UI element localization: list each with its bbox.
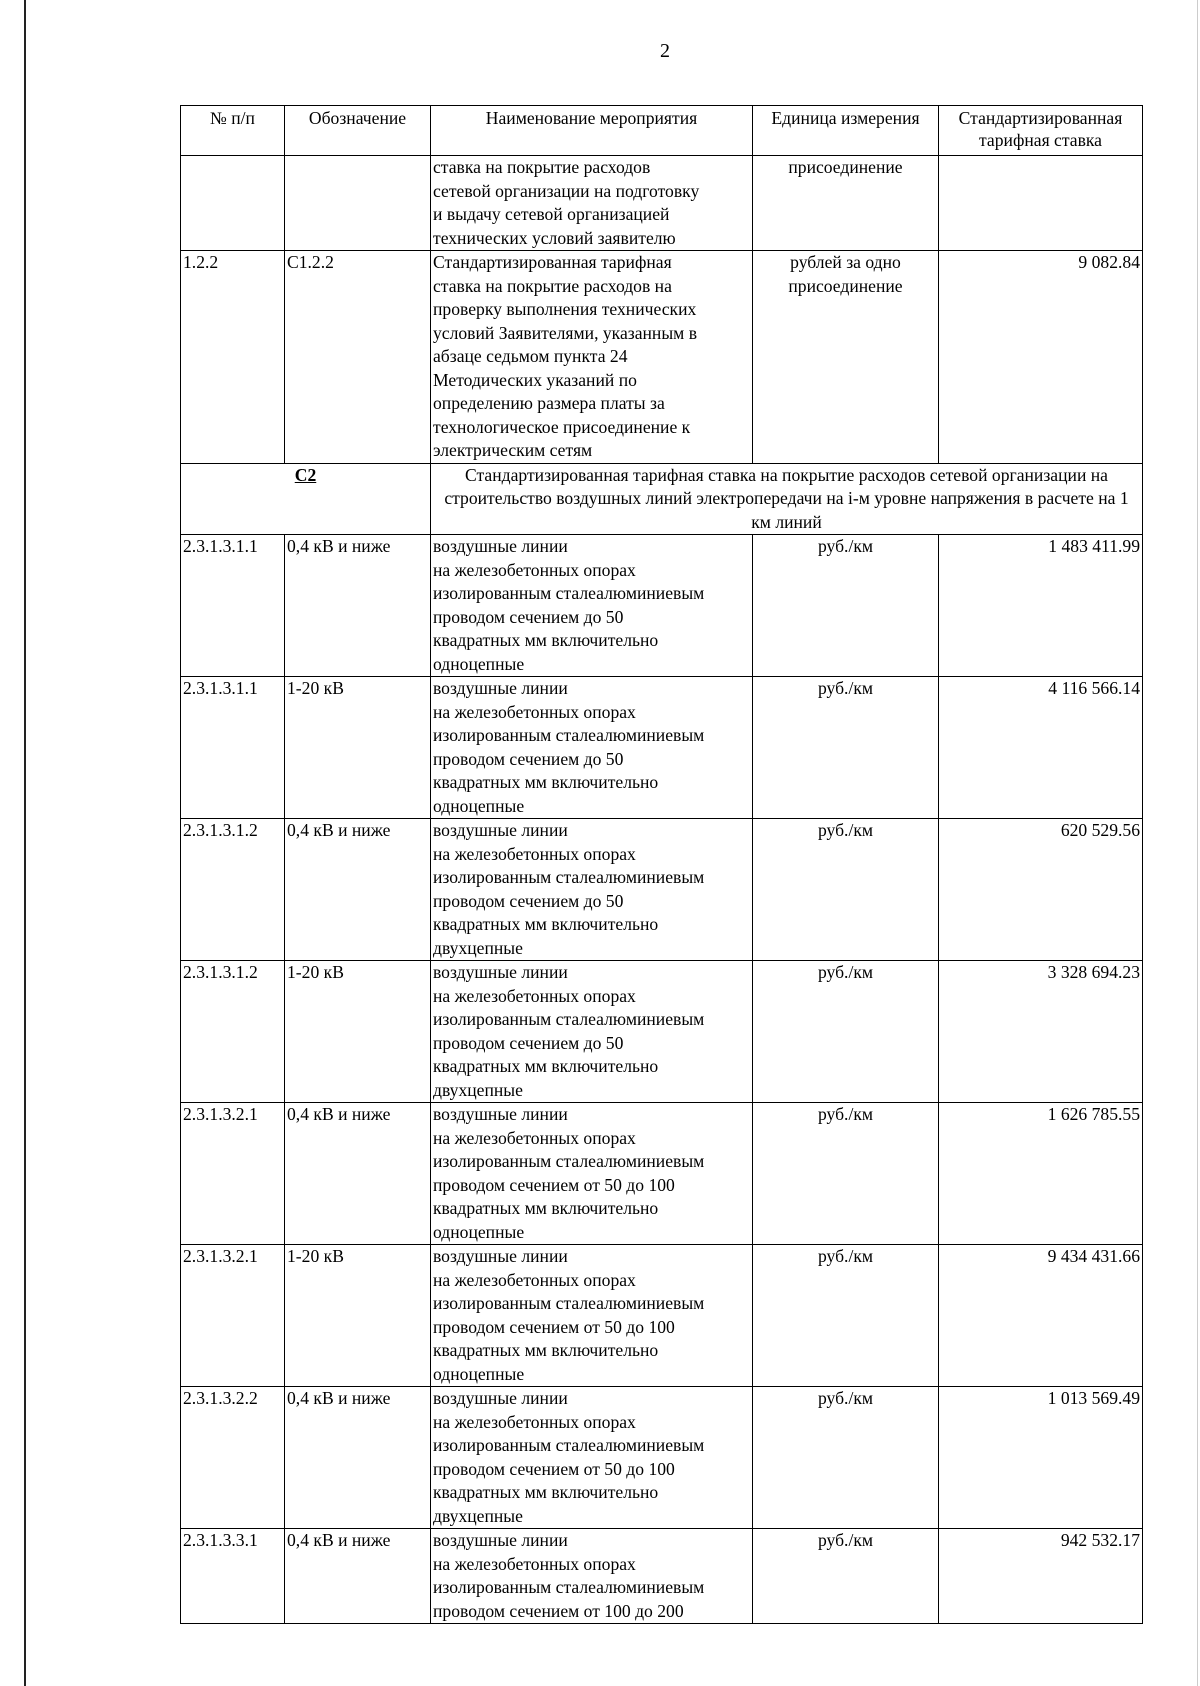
table-row (181, 1103, 1143, 1245)
row-activity-name: воздушные линии на железобетонных опорах изолированным сталеалюминиевым проводом сечением до 50 квадратных мм включительно двухцепные (431, 961, 753, 1103)
row-designation: 1-20 кВ (285, 677, 431, 819)
table-row (181, 677, 1143, 819)
binding-edge-line (24, 0, 26, 1686)
row-designation: 0,4 кВ и ниже (285, 1103, 431, 1245)
row-designation: C1.2.2 (285, 251, 431, 464)
tariff-table (180, 105, 1143, 1624)
row-number: 2.3.1.3.2.2 (181, 1387, 285, 1529)
row-rate: 9 082.84 (939, 251, 1143, 464)
row-unit: руб./км (753, 1529, 939, 1624)
header-unit: Единица измерения (753, 106, 939, 156)
row-rate: 1 013 569.49 (939, 1387, 1143, 1529)
table-body-bottom (181, 535, 1143, 1624)
row-unit: руб./км (753, 1103, 939, 1245)
row-designation: 1-20 кВ (285, 1245, 431, 1387)
row-activity-name: воздушные линии на железобетонных опорах изолированным сталеалюминиевым проводом сечением от 50 до 100 квадратных мм включительно одноцепные (431, 1103, 753, 1245)
table-header-row (181, 106, 1143, 156)
header-rate: Стандартизированная тарифная ставка (939, 106, 1143, 156)
section-row (181, 463, 1143, 535)
table-row (181, 1529, 1143, 1624)
row-unit: присоединение (753, 156, 939, 251)
row-unit: рублей за одно присоединение (753, 251, 939, 464)
row-rate: 9 434 431.66 (939, 1245, 1143, 1387)
page-edge-line (1197, 0, 1198, 1686)
row-rate: 942 532.17 (939, 1529, 1143, 1624)
row-activity-name: воздушные линии на железобетонных опорах изолированным сталеалюминиевым проводом сечением от 100 до 200 (431, 1529, 753, 1624)
row-activity-name: воздушные линии на железобетонных опорах изолированным сталеалюминиевым проводом сечением от 50 до 100 квадратных мм включительно двухцепные (431, 1387, 753, 1529)
row-rate: 1 483 411.99 (939, 535, 1143, 677)
row-designation: 0,4 кВ и ниже (285, 1529, 431, 1624)
table-row (181, 819, 1143, 961)
row-number: 1.2.2 (181, 251, 285, 464)
table-row (181, 961, 1143, 1103)
row-number: 2.3.1.3.3.1 (181, 1529, 285, 1624)
row-rate: 1 626 785.55 (939, 1103, 1143, 1245)
row-activity-name: воздушные линии на железобетонных опорах изолированным сталеалюминиевым проводом сечением до 50 квадратных мм включительно одноцепные (431, 535, 753, 677)
row-designation: 0,4 кВ и ниже (285, 1387, 431, 1529)
row-unit: руб./км (753, 1387, 939, 1529)
header-activity-name: Наименование мероприятия (431, 106, 753, 156)
row-designation: 0,4 кВ и ниже (285, 535, 431, 677)
table-row (181, 535, 1143, 677)
row-rate: 620 529.56 (939, 819, 1143, 961)
row-designation: 1-20 кВ (285, 961, 431, 1103)
section-title: Стандартизированная тарифная ставка на покрытие расходов сетевой организации на строительство воздушных линий электропередачи на i-м уровне напряжения в расчете на 1 км линий (431, 463, 1143, 535)
row-unit: руб./км (753, 535, 939, 677)
table-body-top (181, 156, 1143, 464)
row-number: 2.3.1.3.2.1 (181, 1245, 285, 1387)
header-designation: Обозначение (285, 106, 431, 156)
section-code: C2 (181, 463, 431, 535)
row-activity-name: воздушные линии на железобетонных опорах изолированным сталеалюминиевым проводом сечением до 50 квадратных мм включительно двухцепные (431, 819, 753, 961)
row-activity-name: воздушные линии на железобетонных опорах изолированным сталеалюминиевым проводом сечением от 50 до 100 квадратных мм включительно одноцепные (431, 1245, 753, 1387)
row-number: 2.3.1.3.1.2 (181, 819, 285, 961)
row-designation (285, 156, 431, 251)
row-number: 2.3.1.3.1.1 (181, 677, 285, 819)
row-number: 2.3.1.3.2.1 (181, 1103, 285, 1245)
row-unit: руб./км (753, 677, 939, 819)
row-number: 2.3.1.3.1.1 (181, 535, 285, 677)
row-unit: руб./км (753, 961, 939, 1103)
row-activity-name: Стандартизированная тарифная ставка на покрытие расходов на проверку выполнения технических условий Заявителями, указанным в абзаце седьмом пункта 24 Методических указаний по определению размера платы за технологическое присоединение к электрическим сетям (431, 251, 753, 464)
table-row (181, 251, 1143, 464)
row-number: 2.3.1.3.1.2 (181, 961, 285, 1103)
row-rate: 4 116 566.14 (939, 677, 1143, 819)
table-row (181, 1387, 1143, 1529)
row-designation: 0,4 кВ и ниже (285, 819, 431, 961)
row-number (181, 156, 285, 251)
table-section (181, 463, 1143, 535)
table-row (181, 1245, 1143, 1387)
header-number: № п/п (181, 106, 285, 156)
row-rate: 3 328 694.23 (939, 961, 1143, 1103)
table-row (181, 156, 1143, 251)
row-activity-name: воздушные линии на железобетонных опорах изолированным сталеалюминиевым проводом сечением до 50 квадратных мм включительно одноцепные (431, 677, 753, 819)
page-number: 2 (660, 40, 670, 62)
row-rate (939, 156, 1143, 251)
row-unit: руб./км (753, 1245, 939, 1387)
row-unit: руб./км (753, 819, 939, 961)
row-activity-name: ставка на покрытие расходов сетевой организации на подготовку и выдачу сетевой организацией технических условий заявителю (431, 156, 753, 251)
